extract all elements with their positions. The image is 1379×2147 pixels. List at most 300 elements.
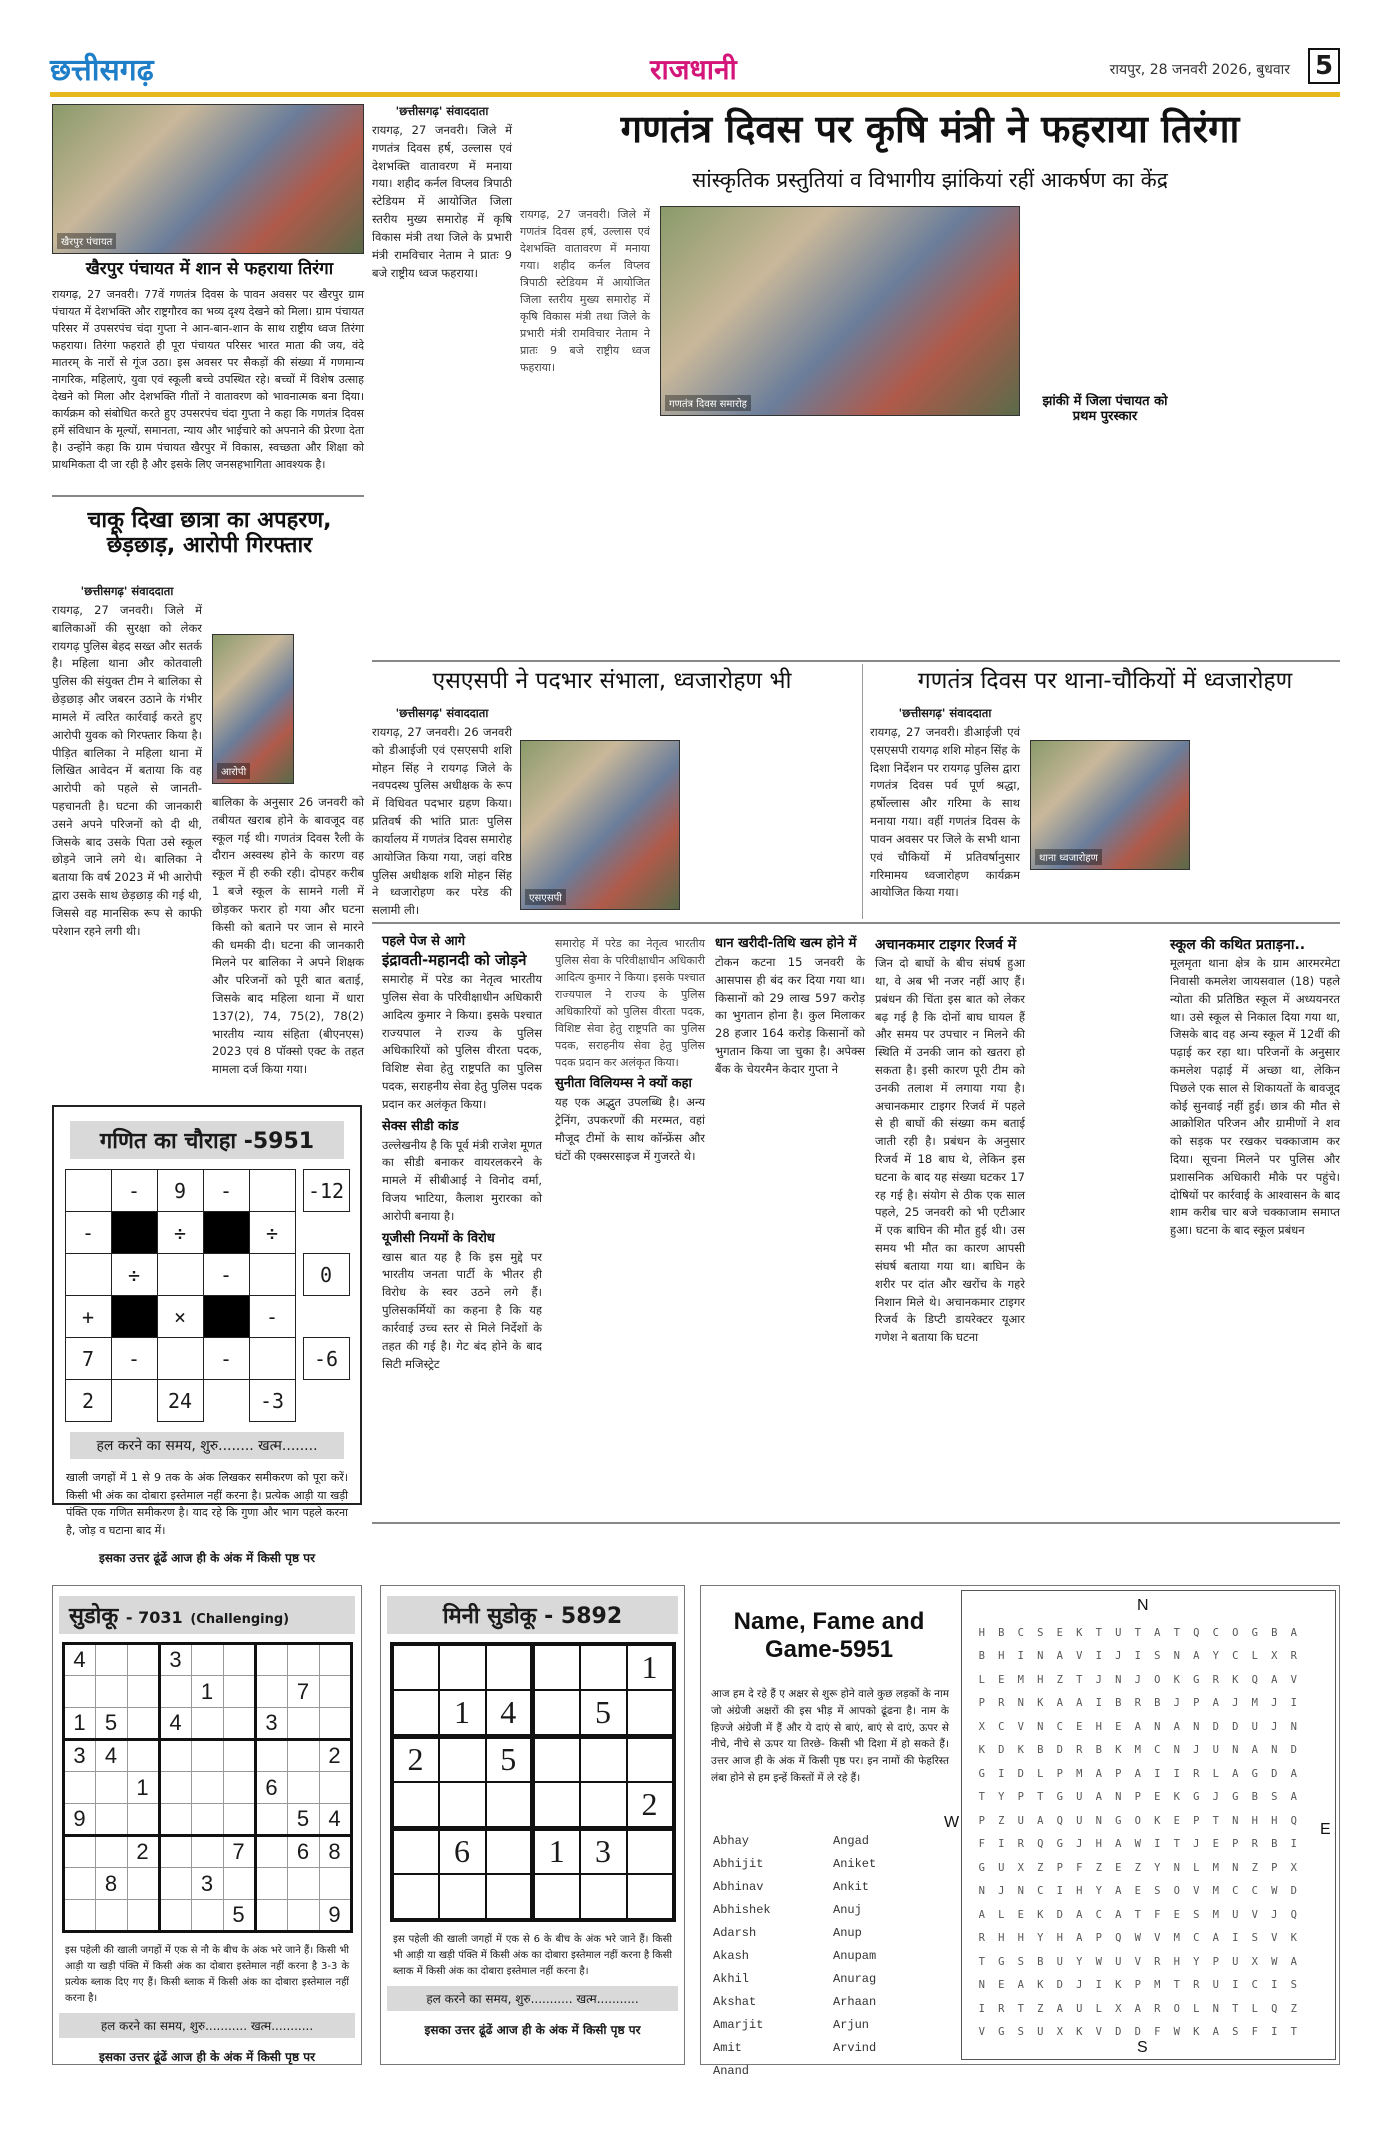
- letter-cell[interactable]: P: [1212, 1955, 1219, 1968]
- letter-cell[interactable]: A: [1115, 1908, 1122, 1921]
- letter-cell[interactable]: M: [1076, 1767, 1083, 1780]
- letter-cell[interactable]: K: [1173, 1791, 1180, 1804]
- letter-cell[interactable]: Q: [1056, 1814, 1063, 1827]
- blank-cell[interactable]: [392, 1782, 439, 1828]
- letter-cell[interactable]: A: [1212, 1932, 1219, 1945]
- letter-cell[interactable]: C: [1251, 1979, 1258, 1992]
- letter-cell[interactable]: B: [1251, 1791, 1258, 1804]
- letter-cell[interactable]: U: [1076, 2002, 1083, 2015]
- letter-cell[interactable]: A: [1290, 1626, 1297, 1639]
- letter-cell[interactable]: A: [1251, 1744, 1258, 1757]
- blank-cell[interactable]: [439, 1644, 486, 1690]
- letter-cell[interactable]: Q: [1193, 1626, 1200, 1639]
- letter-cell[interactable]: N: [978, 1885, 985, 1898]
- letter-cell[interactable]: N: [1173, 1650, 1180, 1663]
- letter-cell[interactable]: M: [1017, 1673, 1024, 1686]
- blank-cell[interactable]: [486, 1828, 533, 1874]
- letter-cell[interactable]: A: [1056, 1650, 1063, 1663]
- letter-cell[interactable]: T: [1134, 1908, 1141, 1921]
- letter-cell[interactable]: G: [1251, 1626, 1258, 1639]
- letter-cell[interactable]: M: [1212, 1861, 1219, 1874]
- blank-cell[interactable]: [319, 1644, 351, 1676]
- letter-cell[interactable]: R: [978, 1932, 985, 1945]
- letter-cell[interactable]: C: [1193, 1932, 1200, 1945]
- blank-cell[interactable]: [223, 1868, 255, 1900]
- letter-cell[interactable]: X: [1115, 2002, 1122, 2015]
- letter-cell[interactable]: A: [1134, 1720, 1141, 1733]
- letter-cell[interactable]: B: [1154, 1697, 1161, 1710]
- letter-cell[interactable]: C: [1232, 1885, 1239, 1898]
- letter-cell[interactable]: Y: [998, 1791, 1005, 1804]
- letter-cell[interactable]: F: [1076, 1861, 1083, 1874]
- blank-cell[interactable]: [439, 1736, 486, 1782]
- letter-cell[interactable]: R: [1076, 1744, 1083, 1757]
- letter-cell[interactable]: C: [1232, 1650, 1239, 1663]
- letter-cell[interactable]: O: [1134, 1814, 1141, 1827]
- letter-cell[interactable]: R: [1154, 1955, 1161, 1968]
- blank-cell[interactable]: [627, 1874, 674, 1920]
- letter-cell[interactable]: V: [1193, 1885, 1200, 1898]
- blank-cell[interactable]: [486, 1874, 533, 1920]
- letter-cell[interactable]: G: [998, 1955, 1005, 1968]
- letter-cell[interactable]: J: [1076, 1838, 1083, 1851]
- letter-cell[interactable]: G: [1232, 1791, 1239, 1804]
- letter-cell[interactable]: L: [1212, 1767, 1219, 1780]
- blank-cell[interactable]: [127, 1740, 159, 1772]
- letter-cell[interactable]: G: [1193, 1673, 1200, 1686]
- letter-cell[interactable]: W: [1095, 1955, 1102, 1968]
- letter-cell[interactable]: B: [1037, 1744, 1044, 1757]
- letter-cell[interactable]: I: [1154, 1838, 1161, 1851]
- blank-cell[interactable]: [319, 1708, 351, 1740]
- letter-cell[interactable]: A: [1076, 1932, 1083, 1945]
- letter-cell[interactable]: L: [1037, 1767, 1044, 1780]
- letter-cell[interactable]: D: [1232, 1720, 1239, 1733]
- letter-cell[interactable]: Z: [1251, 1861, 1258, 1874]
- letter-cell[interactable]: N: [1193, 1720, 1200, 1733]
- letter-cell[interactable]: H: [1017, 1932, 1024, 1945]
- letter-cell[interactable]: N: [1037, 1650, 1044, 1663]
- letter-cell[interactable]: K: [1193, 2026, 1200, 2039]
- letter-cell[interactable]: N: [1115, 1673, 1122, 1686]
- letter-cell[interactable]: N: [1232, 1814, 1239, 1827]
- blank-cell[interactable]: [191, 1772, 223, 1804]
- letter-cell[interactable]: D: [1115, 2026, 1122, 2039]
- letter-cell[interactable]: T: [1095, 1626, 1102, 1639]
- letter-cell[interactable]: R: [1212, 1673, 1219, 1686]
- letter-cell[interactable]: W: [1173, 2026, 1180, 2039]
- letter-cell[interactable]: P: [1056, 1861, 1063, 1874]
- letter-cell[interactable]: N: [1173, 1744, 1180, 1757]
- blank-cell[interactable]: [223, 1772, 255, 1804]
- letter-cell[interactable]: A: [1212, 1697, 1219, 1710]
- letter-cell[interactable]: J: [1212, 1791, 1219, 1804]
- letter-cell[interactable]: B: [1115, 1697, 1122, 1710]
- blank-cell[interactable]: [533, 1644, 580, 1690]
- letter-cell[interactable]: P: [1115, 1767, 1122, 1780]
- letter-cell[interactable]: T: [1173, 1838, 1180, 1851]
- letter-cell[interactable]: N: [1290, 1720, 1297, 1733]
- blank-cell[interactable]: [486, 1782, 533, 1828]
- blank-cell[interactable]: [95, 1900, 127, 1932]
- letter-cell[interactable]: W: [1134, 1932, 1141, 1945]
- letter-cell[interactable]: F: [1251, 2026, 1258, 2039]
- letter-cell[interactable]: F: [1154, 1908, 1161, 1921]
- letter-cell[interactable]: U: [1212, 1744, 1219, 1757]
- letter-cell[interactable]: Z: [1134, 1861, 1141, 1874]
- blank-cell[interactable]: [486, 1644, 533, 1690]
- letter-cell[interactable]: R: [1154, 2002, 1161, 2015]
- letter-cell[interactable]: A: [1037, 1814, 1044, 1827]
- letter-cell[interactable]: Y: [1212, 1650, 1219, 1663]
- letter-cell[interactable]: E: [998, 1979, 1005, 1992]
- letter-cell[interactable]: Y: [1037, 1932, 1044, 1945]
- blank-cell[interactable]: [533, 1736, 580, 1782]
- letter-cell[interactable]: J: [1076, 1979, 1083, 1992]
- letter-cell[interactable]: S: [1193, 1908, 1200, 1921]
- letter-cell[interactable]: L: [1095, 2002, 1102, 2015]
- letter-cell[interactable]: I: [1095, 1697, 1102, 1710]
- letter-cell[interactable]: J: [1271, 1697, 1278, 1710]
- letter-cell[interactable]: Q: [1251, 1673, 1258, 1686]
- letter-cell[interactable]: K: [1037, 1697, 1044, 1710]
- letter-cell[interactable]: I: [1173, 1767, 1180, 1780]
- letter-cell[interactable]: G: [1193, 1791, 1200, 1804]
- blank-cell[interactable]: [127, 1900, 159, 1932]
- letter-cell[interactable]: P: [1193, 1814, 1200, 1827]
- letter-cell[interactable]: K: [1017, 1744, 1024, 1757]
- letter-cell[interactable]: J: [998, 1885, 1005, 1898]
- letter-cell[interactable]: A: [1173, 1720, 1180, 1733]
- letter-cell[interactable]: D: [998, 1744, 1005, 1757]
- letter-cell[interactable]: A: [1134, 2002, 1141, 2015]
- letter-cell[interactable]: R: [1134, 1697, 1141, 1710]
- blank-cell[interactable]: [255, 1900, 287, 1932]
- letter-cell[interactable]: W: [1134, 1838, 1141, 1851]
- letter-cell[interactable]: T: [1173, 1626, 1180, 1639]
- blank-cell[interactable]: [287, 1740, 319, 1772]
- letter-cell[interactable]: L: [1193, 2002, 1200, 2015]
- letter-cell[interactable]: A: [1115, 1838, 1122, 1851]
- letter-cell[interactable]: H: [1076, 1885, 1083, 1898]
- letter-cell[interactable]: A: [1115, 1885, 1122, 1898]
- letter-cell[interactable]: A: [1056, 2002, 1063, 2015]
- letter-cell[interactable]: P: [1232, 1838, 1239, 1851]
- letter-cell[interactable]: K: [1154, 1814, 1161, 1827]
- letter-cell[interactable]: G: [978, 1767, 985, 1780]
- blank-cell[interactable]: [255, 1804, 287, 1836]
- letter-cell[interactable]: Z: [1095, 1861, 1102, 1874]
- letter-cell[interactable]: N: [1154, 1720, 1161, 1733]
- letter-cell[interactable]: Z: [998, 1814, 1005, 1827]
- blank-cell[interactable]: [63, 1900, 95, 1932]
- letter-cell[interactable]: L: [1251, 2002, 1258, 2015]
- letter-cell[interactable]: I: [1290, 1838, 1297, 1851]
- blank-cell[interactable]: [627, 1690, 674, 1736]
- letter-cell[interactable]: I: [1095, 1979, 1102, 1992]
- blank-cell[interactable]: [191, 1708, 223, 1740]
- letter-cell[interactable]: J: [1271, 1908, 1278, 1921]
- letter-cell[interactable]: V: [1017, 1720, 1024, 1733]
- letter-cell[interactable]: I: [1290, 1697, 1297, 1710]
- letter-cell[interactable]: I: [1232, 1932, 1239, 1945]
- letter-cell[interactable]: R: [1290, 1650, 1297, 1663]
- letter-cell[interactable]: M: [1212, 1908, 1219, 1921]
- letter-cell[interactable]: E: [1212, 1838, 1219, 1851]
- letter-cell[interactable]: Q: [1115, 1932, 1122, 1945]
- blank-cell[interactable]: [223, 1708, 255, 1740]
- blank-cell[interactable]: [392, 1874, 439, 1920]
- blank-cell[interactable]: [191, 1644, 223, 1676]
- blank-cell[interactable]: [249, 1170, 295, 1212]
- letter-cell[interactable]: Y: [1154, 1861, 1161, 1874]
- letter-cell[interactable]: G: [978, 1861, 985, 1874]
- blank-cell[interactable]: [95, 1676, 127, 1708]
- blank-cell[interactable]: [65, 1254, 111, 1296]
- blank-cell[interactable]: [63, 1676, 95, 1708]
- letter-cell[interactable]: G: [1056, 1838, 1063, 1851]
- letter-cell[interactable]: U: [1115, 1955, 1122, 1968]
- blank-cell[interactable]: [319, 1772, 351, 1804]
- blank-cell[interactable]: [63, 1836, 95, 1868]
- letter-cell[interactable]: V: [1095, 2026, 1102, 2039]
- blank-cell[interactable]: [627, 1736, 674, 1782]
- blank-cell[interactable]: [533, 1782, 580, 1828]
- blank-cell[interactable]: [223, 1740, 255, 1772]
- blank-cell[interactable]: [249, 1254, 295, 1296]
- letter-cell[interactable]: X: [1017, 1861, 1024, 1874]
- letter-cell[interactable]: A: [978, 1908, 985, 1921]
- letter-cell[interactable]: N: [1212, 2002, 1219, 2015]
- blank-cell[interactable]: [287, 1772, 319, 1804]
- letter-cell[interactable]: A: [1134, 1767, 1141, 1780]
- letter-cell[interactable]: A: [1290, 1791, 1297, 1804]
- blank-cell[interactable]: [580, 1874, 627, 1920]
- letter-cell[interactable]: O: [1154, 1673, 1161, 1686]
- letter-cell[interactable]: N: [1017, 1885, 1024, 1898]
- blank-cell[interactable]: [249, 1338, 295, 1380]
- letter-cell[interactable]: H: [1095, 1720, 1102, 1733]
- letter-cell[interactable]: V: [1134, 1955, 1141, 1968]
- letter-cell[interactable]: B: [1271, 1626, 1278, 1639]
- letter-cell[interactable]: D: [1056, 1744, 1063, 1757]
- letter-cell[interactable]: B: [1095, 1744, 1102, 1757]
- letter-cell[interactable]: H: [1173, 1955, 1180, 1968]
- letter-cell[interactable]: T: [978, 1955, 985, 1968]
- letter-cell[interactable]: Y: [1193, 1955, 1200, 1968]
- letter-cell[interactable]: H: [1056, 1932, 1063, 1945]
- blank-cell[interactable]: [580, 1644, 627, 1690]
- letter-cell[interactable]: U: [1212, 1979, 1219, 1992]
- blank-cell[interactable]: [287, 1900, 319, 1932]
- letter-cell[interactable]: E: [998, 1673, 1005, 1686]
- letter-cell[interactable]: A: [1056, 1697, 1063, 1710]
- letter-cell[interactable]: N: [1232, 1744, 1239, 1757]
- blank-cell[interactable]: [439, 1874, 486, 1920]
- letter-cell[interactable]: T: [1290, 2026, 1297, 2039]
- letter-cell[interactable]: E: [1173, 1814, 1180, 1827]
- letter-cell[interactable]: P: [978, 1697, 985, 1710]
- letter-cell[interactable]: K: [1076, 2026, 1083, 2039]
- blank-cell[interactable]: [159, 1900, 191, 1932]
- letter-cell[interactable]: T: [1076, 1673, 1083, 1686]
- blank-cell[interactable]: [159, 1676, 191, 1708]
- letter-cell[interactable]: C: [1037, 1885, 1044, 1898]
- letter-cell[interactable]: N: [1095, 1814, 1102, 1827]
- blank-cell[interactable]: [63, 1772, 95, 1804]
- letter-cell[interactable]: Q: [1271, 2002, 1278, 2015]
- letter-cell[interactable]: J: [1173, 1697, 1180, 1710]
- letter-cell[interactable]: S: [1154, 1650, 1161, 1663]
- blank-cell[interactable]: [191, 1900, 223, 1932]
- letter-cell[interactable]: Q: [1290, 1814, 1297, 1827]
- letter-cell[interactable]: Y: [1076, 1955, 1083, 1968]
- letter-cell[interactable]: T: [1037, 1791, 1044, 1804]
- letter-cell[interactable]: J: [1134, 1673, 1141, 1686]
- letter-cell[interactable]: D: [1056, 1979, 1063, 1992]
- letter-cell[interactable]: U: [1056, 1955, 1063, 1968]
- blank-cell[interactable]: [533, 1690, 580, 1736]
- letter-cell[interactable]: B: [978, 1650, 985, 1663]
- blank-cell[interactable]: [392, 1828, 439, 1874]
- letter-cell[interactable]: V: [978, 2026, 985, 2039]
- letter-cell[interactable]: Z: [1037, 1861, 1044, 1874]
- blank-cell[interactable]: [627, 1828, 674, 1874]
- letter-cell[interactable]: A: [1095, 1767, 1102, 1780]
- letter-cell[interactable]: Z: [1037, 2002, 1044, 2015]
- letter-cell[interactable]: Q: [1037, 1838, 1044, 1851]
- letter-cell[interactable]: V: [1076, 1650, 1083, 1663]
- letter-cell[interactable]: I: [998, 1838, 1005, 1851]
- blank-cell[interactable]: [223, 1804, 255, 1836]
- letter-cell[interactable]: S: [1290, 1979, 1297, 1992]
- letter-cell[interactable]: K: [1290, 1932, 1297, 1945]
- letter-cell[interactable]: N: [1232, 1861, 1239, 1874]
- letter-cell[interactable]: K: [1232, 1673, 1239, 1686]
- letter-cell[interactable]: N: [1017, 1697, 1024, 1710]
- letter-cell[interactable]: C: [1154, 1744, 1161, 1757]
- blank-cell[interactable]: [157, 1254, 203, 1296]
- letter-cell[interactable]: A: [1212, 2026, 1219, 2039]
- letter-cell[interactable]: R: [1193, 1767, 1200, 1780]
- blank-cell[interactable]: [255, 1836, 287, 1868]
- letter-cell[interactable]: R: [1193, 1979, 1200, 1992]
- letter-cell[interactable]: U: [1232, 1908, 1239, 1921]
- letter-cell[interactable]: S: [1037, 1626, 1044, 1639]
- letter-cell[interactable]: J: [1193, 1744, 1200, 1757]
- blank-cell[interactable]: [159, 1804, 191, 1836]
- blank-cell[interactable]: [127, 1868, 159, 1900]
- letter-cell[interactable]: B: [1037, 1955, 1044, 1968]
- letter-cell[interactable]: K: [1173, 1673, 1180, 1686]
- letter-cell[interactable]: W: [1271, 1885, 1278, 1898]
- letter-cell[interactable]: I: [1134, 1650, 1141, 1663]
- letter-cell[interactable]: O: [1232, 1626, 1239, 1639]
- letter-cell[interactable]: S: [1017, 1955, 1024, 1968]
- letter-cell[interactable]: U: [1017, 1814, 1024, 1827]
- letter-cell[interactable]: P: [1056, 1767, 1063, 1780]
- letter-cell[interactable]: E: [1115, 1720, 1122, 1733]
- blank-cell[interactable]: [191, 1740, 223, 1772]
- letter-cell[interactable]: T: [1212, 1814, 1219, 1827]
- letter-cell[interactable]: P: [1017, 1791, 1024, 1804]
- letter-cell[interactable]: A: [1232, 1767, 1239, 1780]
- letter-cell[interactable]: A: [1076, 1908, 1083, 1921]
- letter-cell[interactable]: V: [1154, 1932, 1161, 1945]
- letter-cell[interactable]: I: [1017, 1650, 1024, 1663]
- letter-cell[interactable]: S: [1154, 1885, 1161, 1898]
- letter-cell[interactable]: H: [1271, 1814, 1278, 1827]
- blank-cell[interactable]: [127, 1676, 159, 1708]
- letter-cell[interactable]: I: [978, 2002, 985, 2015]
- blank-cell[interactable]: [223, 1644, 255, 1676]
- blank-cell[interactable]: [65, 1170, 111, 1212]
- letter-cell[interactable]: U: [1076, 1791, 1083, 1804]
- letter-cell[interactable]: S: [1232, 2026, 1239, 2039]
- letter-cell[interactable]: I: [1056, 1885, 1063, 1898]
- blank-cell[interactable]: [287, 1868, 319, 1900]
- letter-cell[interactable]: K: [1115, 1744, 1122, 1757]
- letter-cell[interactable]: E: [1154, 1791, 1161, 1804]
- blank-cell[interactable]: [157, 1338, 203, 1380]
- letter-cell[interactable]: H: [998, 1650, 1005, 1663]
- letter-cell[interactable]: C: [1251, 1885, 1258, 1898]
- blank-cell[interactable]: [439, 1782, 486, 1828]
- letter-cell[interactable]: E: [1173, 1908, 1180, 1921]
- letter-cell[interactable]: J: [1115, 1650, 1122, 1663]
- letter-cell[interactable]: F: [978, 1838, 985, 1851]
- blank-cell[interactable]: [95, 1772, 127, 1804]
- blank-cell[interactable]: [255, 1868, 287, 1900]
- letter-cell[interactable]: I: [1154, 1767, 1161, 1780]
- letter-cell[interactable]: P: [1134, 1791, 1141, 1804]
- letter-cell[interactable]: I: [1271, 1979, 1278, 1992]
- letter-cell[interactable]: T: [1232, 2002, 1239, 2015]
- letter-cell[interactable]: N: [1037, 1720, 1044, 1733]
- letter-cell[interactable]: M: [1173, 1932, 1180, 1945]
- letter-cell[interactable]: X: [1056, 2026, 1063, 2039]
- letter-cell[interactable]: U: [1037, 2026, 1044, 2039]
- letter-cell[interactable]: D: [1212, 1720, 1219, 1733]
- letter-cell[interactable]: A: [1193, 1650, 1200, 1663]
- letter-cell[interactable]: S: [1017, 2026, 1024, 2039]
- letter-cell[interactable]: I: [1095, 1650, 1102, 1663]
- letter-cell[interactable]: G: [1251, 1767, 1258, 1780]
- letter-cell[interactable]: P: [1095, 1932, 1102, 1945]
- letter-cell[interactable]: M: [1134, 1744, 1141, 1757]
- letter-cell[interactable]: Y: [1095, 1885, 1102, 1898]
- blank-cell[interactable]: [580, 1736, 627, 1782]
- letter-cell[interactable]: G: [1056, 1791, 1063, 1804]
- letter-cell[interactable]: T: [1173, 1979, 1180, 1992]
- blank-cell[interactable]: [255, 1676, 287, 1708]
- blank-cell[interactable]: [191, 1804, 223, 1836]
- letter-cell[interactable]: K: [1037, 1908, 1044, 1921]
- blank-cell[interactable]: [159, 1836, 191, 1868]
- letter-cell[interactable]: W: [1271, 1955, 1278, 1968]
- letter-cell[interactable]: J: [1095, 1673, 1102, 1686]
- letter-cell[interactable]: Z: [1290, 2002, 1297, 2015]
- letter-cell[interactable]: H: [1251, 1814, 1258, 1827]
- letter-cell[interactable]: X: [1290, 1861, 1297, 1874]
- letter-cell[interactable]: X: [1271, 1650, 1278, 1663]
- blank-cell[interactable]: [159, 1868, 191, 1900]
- letter-cell[interactable]: D: [1271, 1767, 1278, 1780]
- letter-cell[interactable]: Z: [1056, 1673, 1063, 1686]
- letter-cell[interactable]: H: [1095, 1838, 1102, 1851]
- blank-cell[interactable]: [392, 1644, 439, 1690]
- letter-cell[interactable]: P: [978, 1814, 985, 1827]
